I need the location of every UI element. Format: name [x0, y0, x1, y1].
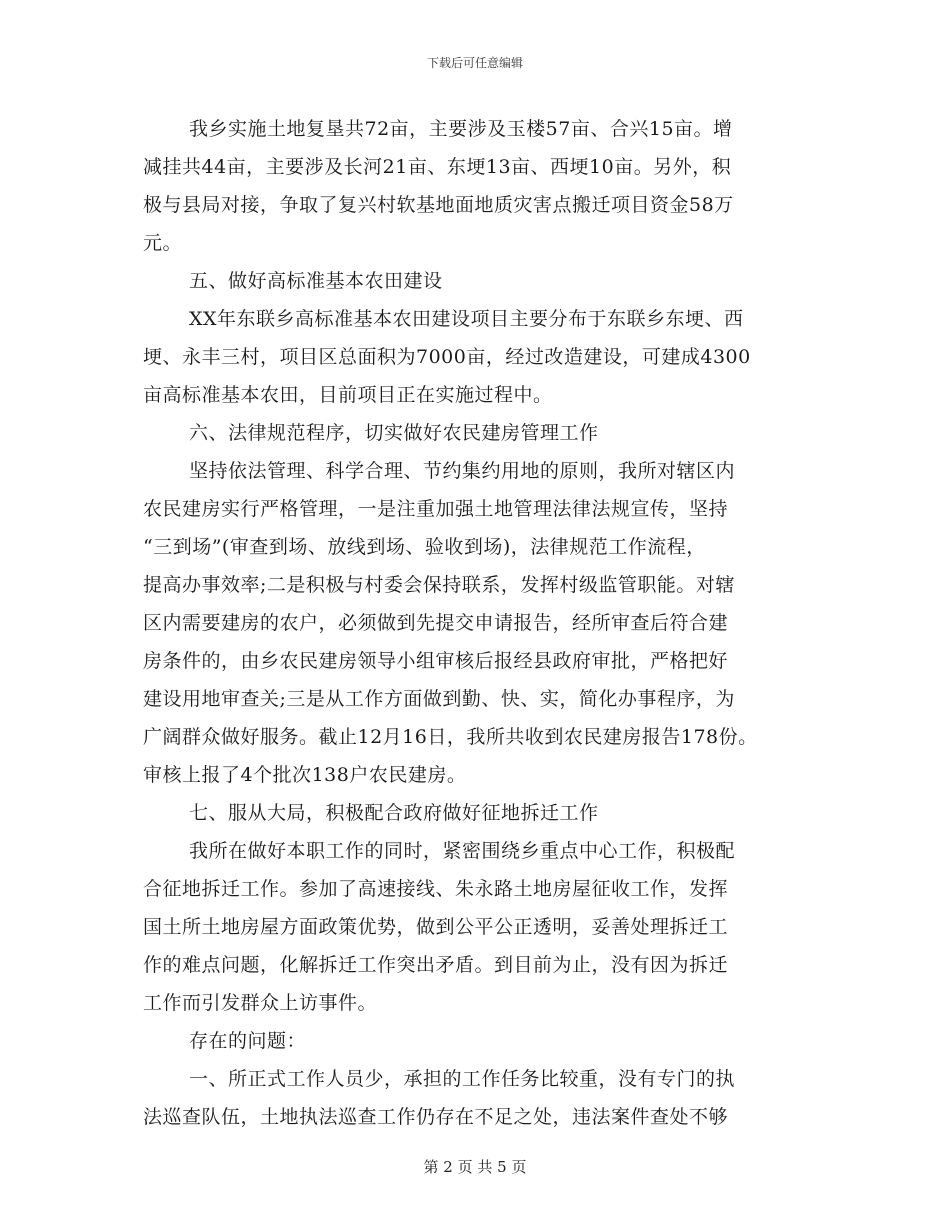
text-line: 合征地拆迁工作。参加了高速接线、朱永路土地房屋征收工作，发挥: [143, 878, 729, 900]
page-footer: 第 2 页 共 5 页: [423, 1158, 527, 1176]
text-line: 广阔群众做好服务。截止12月16日，我所共收到农民建房报告178份。: [143, 726, 758, 748]
text-line: 减挂共44亩，主要涉及长河21亩、东埂13亩、西埂10亩。另外，积: [143, 156, 732, 178]
text-line: 建设用地审查关;三是从工作方面做到勤、快、实，简化办事程序，为: [143, 688, 735, 710]
text-line: 提高办事效率;二是积极与村委会保持联系，发挥村级监管职能。对辖: [143, 574, 735, 596]
text-line: 区内需要建房的农户，必须做到先提交申请报告，经所审查后符合建: [143, 612, 729, 634]
text-line: 五、做好高标准基本农田建设: [189, 270, 443, 292]
text-line: 房条件的，由乡农民建房领导小组审核后报经县政府审批，严格把好: [143, 650, 729, 672]
text-line: XX年东联乡高标准基本农田建设项目主要分布于东联乡东埂、西: [189, 308, 744, 330]
text-line: “三到场”(审查到场、放线到场、验收到场)，法律规范工作流程，: [143, 536, 706, 558]
text-line: 工作而引发群众上访事件。: [143, 992, 378, 1014]
text-line: 我所在做好本职工作的同时，紧密围绕乡重点中心工作，积极配: [189, 840, 736, 862]
text-line: 元。: [143, 232, 183, 254]
text-line: 我乡实施土地复垦共72亩，主要涉及玉楼57亩、合兴15亩。增: [189, 118, 733, 140]
text-line: 坚持依法管理、科学合理、节约集约用地的原则，我所对辖区内: [189, 460, 736, 482]
document-body: [143, 110, 813, 1136]
text-line: 农民建房实行严格管理，一是注重加强土地管理法律法规宣传，坚持: [143, 498, 729, 520]
text-line: 法巡查队伍，土地执法巡查工作仍存在不足之处，违法案件查处不够: [143, 1106, 729, 1128]
text-line: 一、所正式工作人员少，承担的工作任务比较重，没有专门的执: [189, 1068, 736, 1090]
text-line: 作的难点问题，化解拆迁工作突出矛盾。到目前为止，没有因为拆迁: [143, 954, 729, 976]
text-line: 七、服从大局，积极配合政府做好征地拆迁工作: [189, 802, 599, 824]
page-header: 下载后可任意编辑: [426, 56, 523, 70]
text-line: 极与县局对接，争取了复兴村软基地面地质灾害点搬迁项目资金58万: [143, 194, 734, 216]
text-line: 六、法律规范程序，切实做好农民建房管理工作: [189, 422, 599, 444]
text-line: 国土所土地房屋方面政策优势，做到公平公正透明，妥善处理拆迁工: [143, 916, 729, 938]
text-line: 埂、永丰三村，项目区总面积为7000亩，经过改造建设，可建成4300: [143, 346, 751, 368]
text-line: 存在的问题：: [189, 1030, 307, 1052]
text-line: 审核上报了4个批次138户农民建房。: [143, 764, 467, 786]
text-line: 亩高标准基本农田，目前项目正在实施过程中。: [143, 384, 553, 406]
